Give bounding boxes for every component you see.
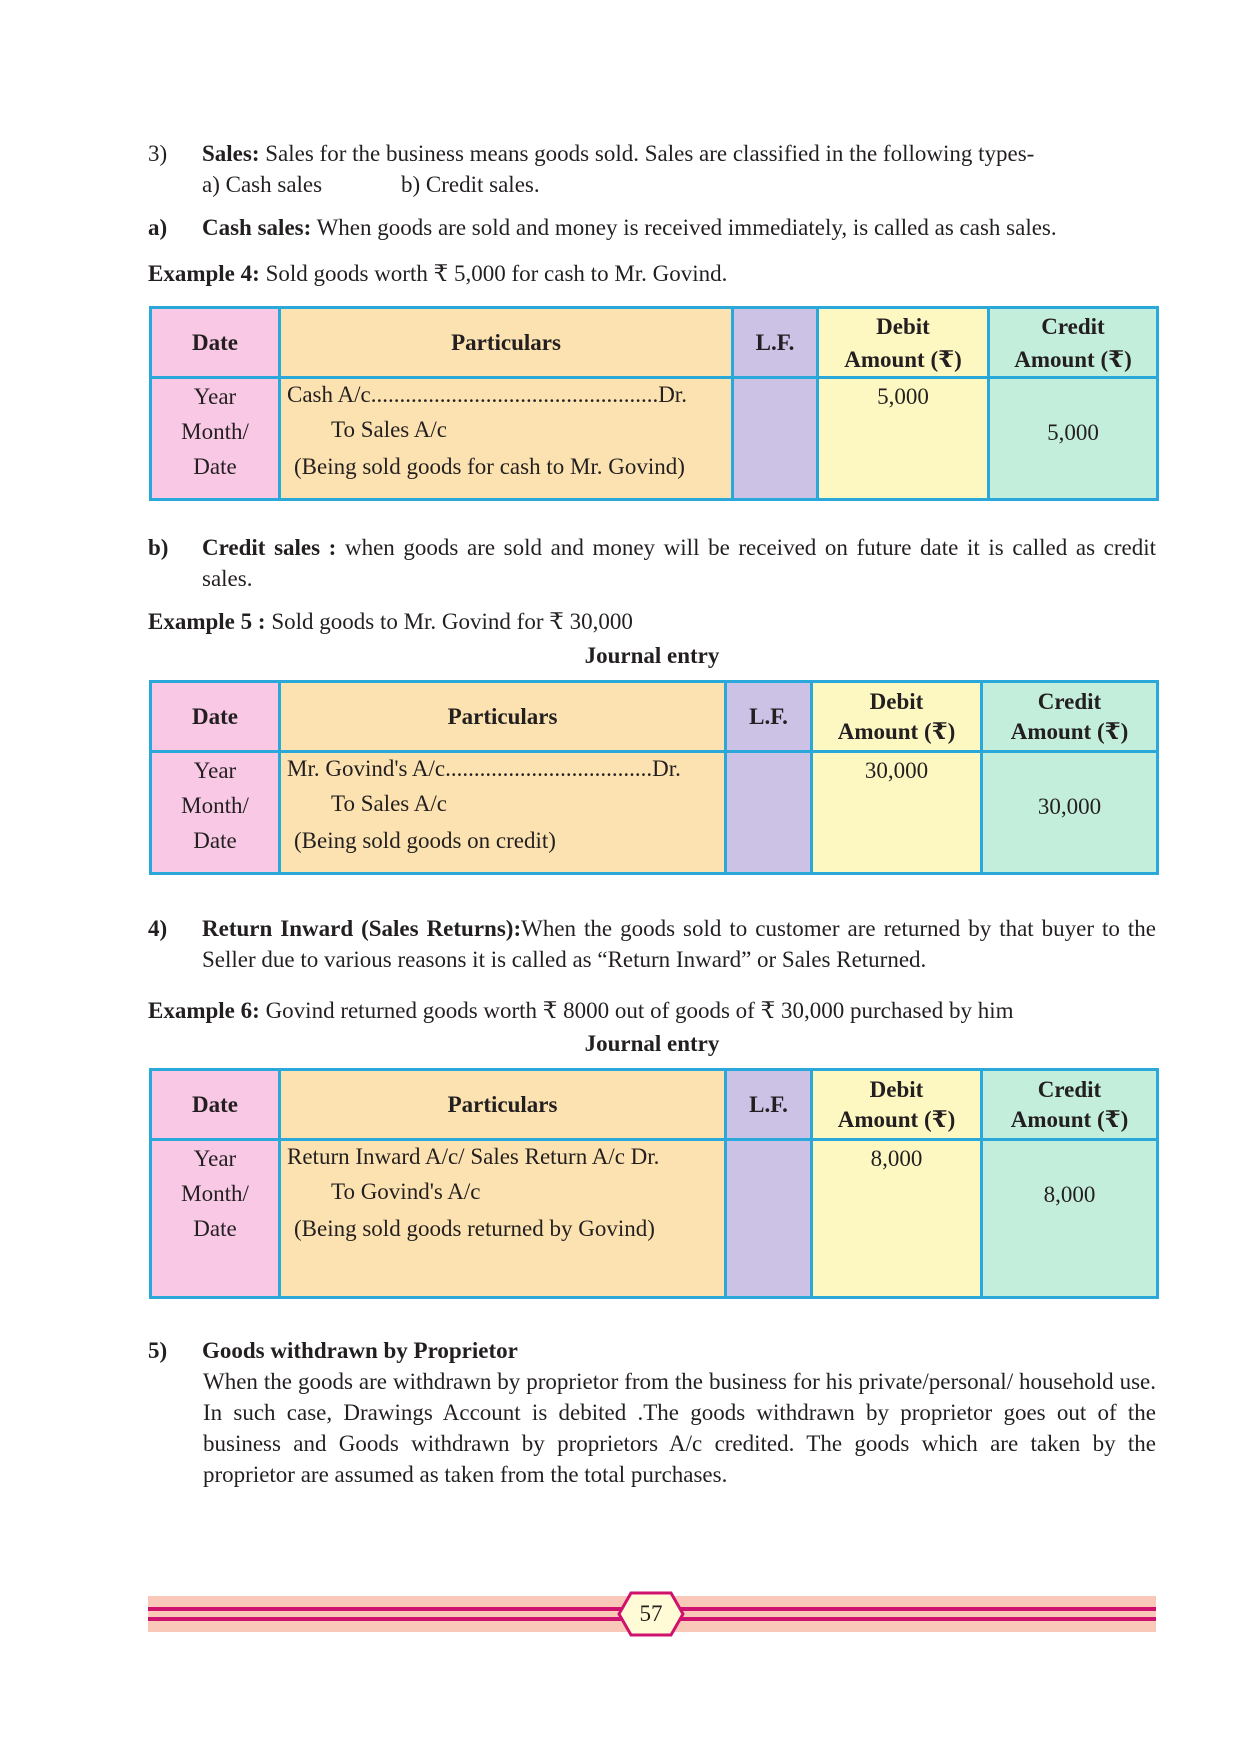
section-title: Goods withdrawn by Proprietor: [202, 1338, 518, 1363]
example-6: [148, 995, 1156, 1026]
credit-header: Credit Amount (₹): [989, 308, 1158, 378]
entry-lf: [733, 378, 818, 500]
section-number: 4): [148, 916, 168, 941]
date-header: Date: [151, 1070, 280, 1140]
example-text: Sold goods worth ₹ 5,000 for cash to Mr. Govind.: [259, 261, 728, 286]
particulars-header: Particulars: [280, 1070, 726, 1140]
sales-type-b: b) Credit sales.: [401, 172, 540, 197]
section-title: Return Inward (Sales Returns):: [202, 916, 522, 941]
journal-table-1: [149, 306, 1159, 501]
sales-type-a: a) Cash sales: [202, 172, 323, 197]
narration: (Being sold goods returned by Govind): [294, 1216, 655, 1241]
credit-account: To Govind's A/c: [331, 1179, 481, 1204]
entry-date: Year Month/ Date: [151, 1140, 280, 1298]
section-b: [148, 532, 1156, 594]
entry-particulars: [280, 378, 733, 500]
credit-amount: 5,000: [989, 378, 1158, 500]
example-4: [148, 258, 1156, 289]
debit-header: Debit Amount (₹): [812, 682, 982, 752]
journal-entry-title: Journal entry: [584, 1031, 720, 1056]
debit-account: Return Inward A/c/ Sales Return A/c Dr.: [287, 1144, 660, 1169]
section-number: 5): [148, 1338, 168, 1363]
example-label: Example 5 :: [148, 609, 266, 634]
section-number: a): [148, 215, 168, 240]
lf-header: L.F.: [726, 682, 812, 752]
credit-amount: 8,000: [982, 1140, 1158, 1298]
example-5: [148, 606, 1156, 637]
section-5: [148, 1335, 1156, 1366]
entry-date: Year Month/ Date: [151, 752, 280, 874]
debit-header: Debit Amount (₹): [818, 308, 989, 378]
section-title: Cash sales:: [202, 215, 312, 240]
section-title: Credit sales :: [202, 535, 337, 560]
lf-header: L.F.: [733, 308, 818, 378]
entry-lf: [726, 1140, 812, 1298]
particulars-header: Particulars: [280, 682, 726, 752]
debit-amount: 5,000: [818, 378, 989, 500]
example-label: Example 6:: [148, 998, 260, 1023]
table-row: [151, 378, 1158, 500]
table-row: [151, 1140, 1158, 1298]
section-number: 3): [148, 141, 168, 166]
entry-particulars: [280, 1140, 726, 1298]
section-text: When the goods sold to customer are returned by that buyer to the Seller due to various reasons it is called as “Return Inward” or Sales Returned.: [202, 916, 1156, 972]
credit-amount: 30,000: [982, 752, 1158, 874]
section-number: b): [148, 535, 169, 560]
example-text: Sold goods to Mr. Govind for ₹ 30,000: [265, 609, 633, 634]
section-a: [148, 212, 1156, 243]
debit-header: Debit Amount (₹): [812, 1070, 982, 1140]
section-title: Sales:: [202, 141, 260, 166]
entry-lf: [726, 752, 812, 874]
credit-header: Credit Amount (₹): [982, 1070, 1158, 1140]
entry-date: Year Month/ Date: [151, 378, 280, 500]
date-header: Date: [151, 308, 280, 378]
particulars-header: Particulars: [280, 308, 733, 378]
journal-table-3: [149, 1068, 1159, 1299]
example-label: Example 4:: [148, 261, 260, 286]
table-row: [151, 752, 1158, 874]
date-header: Date: [151, 682, 280, 752]
credit-account: To Sales A/c: [331, 417, 447, 442]
entry-particulars: [280, 752, 726, 874]
lf-header: L.F.: [726, 1070, 812, 1140]
debit-account: Cash A/c..................................................Dr.: [287, 382, 687, 407]
table-header-row: [151, 682, 1158, 752]
section-4: [148, 913, 1156, 975]
debit-account: Mr. Govind's A/c....................................Dr.: [287, 756, 681, 781]
section-text: When goods are sold and money is received immediately, is called as cash sales.: [311, 215, 1057, 240]
credit-header: Credit Amount (₹): [982, 682, 1158, 752]
debit-amount: 8,000: [812, 1140, 982, 1298]
table-header-row: [151, 308, 1158, 378]
journal-table-2: [149, 680, 1159, 875]
table-header-row: [151, 1070, 1158, 1140]
section-text: when goods are sold and money will be received on future date it is called as credit sales.: [202, 535, 1156, 591]
narration: (Being sold goods for cash to Mr. Govind): [294, 454, 685, 479]
example-text: Govind returned goods worth ₹ 8000 out of goods of ₹ 30,000 purchased by him: [259, 998, 1014, 1023]
credit-account: To Sales A/c: [331, 791, 447, 816]
section-text: Sales for the business means goods sold. Sales are classified in the following types-: [259, 141, 1035, 166]
journal-entry-title: Journal entry: [584, 643, 720, 668]
debit-amount: 30,000: [812, 752, 982, 874]
page-number: 57: [639, 1601, 663, 1626]
section-3: [148, 138, 1156, 200]
section-5-text: When the goods are withdrawn by proprietor from the business for his private/personal/ household use. In such case, Drawings Account is debited .The goods withdrawn by proprietor goes out of the business and Goods withdrawn by proprietors A/c credited. The goods which are taken by the proprietor are assumed as taken from the total purchases.: [203, 1369, 1156, 1487]
narration: (Being sold goods on credit): [294, 828, 556, 853]
